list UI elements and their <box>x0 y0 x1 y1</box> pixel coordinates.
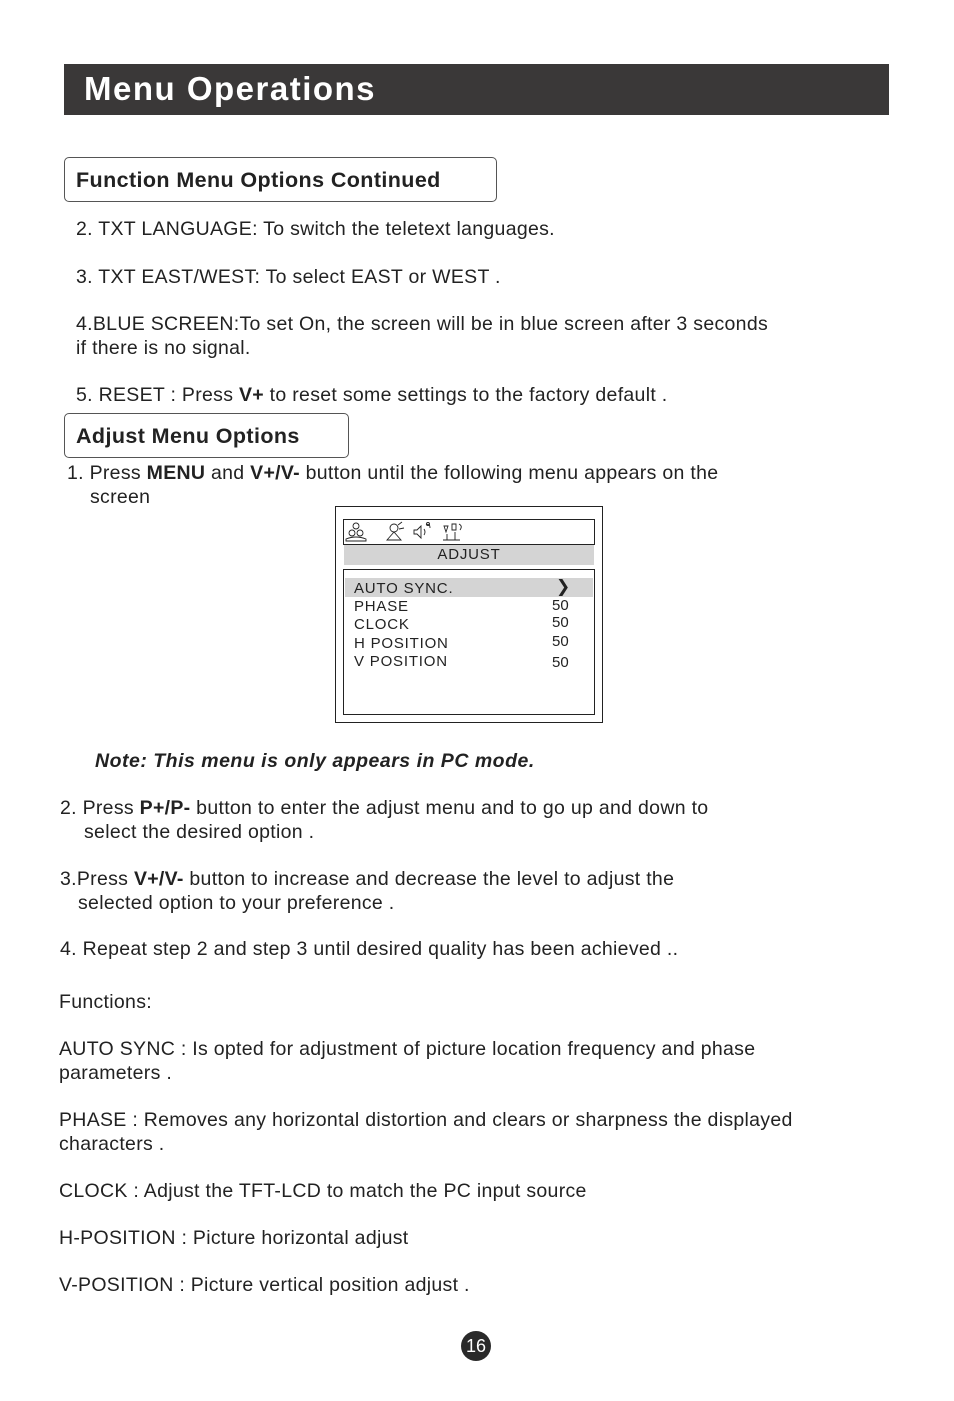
function-auto-sync <box>59 1037 755 1085</box>
step1-mid: and <box>205 462 251 484</box>
adjust-step-2 <box>60 796 708 844</box>
step2-post: button to enter the adjust menu and to go up and down to <box>190 797 709 819</box>
step2-pre: 2. Press <box>60 797 140 819</box>
blue-screen-line2: if there is no signal. <box>76 337 251 359</box>
step1-post: button until the following menu appears on the <box>299 462 719 484</box>
osd-item-phase: PHASE <box>354 598 409 615</box>
auto-sync-line2: parameters . <box>59 1062 173 1084</box>
phase-line1: PHASE : Removes any horizontal distortion and clears or sharpness the displayed <box>59 1109 793 1131</box>
osd-item-clock: CLOCK <box>354 616 410 633</box>
osd-item-h-position: H POSITION <box>354 635 449 652</box>
txt-east-west-item: 3. TXT EAST/WEST: To select EAST or WEST . <box>76 266 501 288</box>
reset-text-post: to reset some settings to the factory default . <box>263 384 668 406</box>
volume-key: V+/V- <box>133 868 184 890</box>
osd-icon-bar <box>343 519 595 545</box>
reset-item <box>76 383 667 407</box>
section-heading-function-continued <box>64 157 497 202</box>
osd-value-h-position: 50 <box>552 633 569 650</box>
function-h-position: H-POSITION : Picture horizontal adjust <box>59 1227 409 1249</box>
picture-icon <box>346 523 366 541</box>
osd-value-v-position: 50 <box>552 654 569 671</box>
pc-mode-note: Note: This menu is only appears in PC mode. <box>95 750 535 772</box>
color-icon <box>387 522 404 540</box>
chevron-right-icon: ❯ <box>556 577 572 596</box>
sound-icon <box>414 523 430 539</box>
blue-screen-line1: 4.BLUE SCREEN:To set On, the screen will be in blue screen after 3 seconds <box>76 313 769 335</box>
section-heading-text: Function Menu Options Continued <box>76 168 441 192</box>
function-phase <box>59 1108 793 1156</box>
txt-language-item: 2. TXT LANGUAGE: To switch the teletext languages. <box>76 218 555 240</box>
page-title-bar <box>64 64 889 115</box>
step3-line2: selected option to your preference . <box>78 892 395 914</box>
adjust-step-4: 4. Repeat step 2 and step 3 until desired quality has been achieved .. <box>60 938 679 960</box>
step3-pre: 3.Press <box>60 868 134 890</box>
page-number: 16 <box>461 1331 491 1361</box>
osd-header: ADJUST <box>344 545 594 565</box>
menu-key: MENU <box>146 462 206 484</box>
section-heading-adjust <box>64 413 349 458</box>
step2-line2: select the desired option . <box>84 821 315 843</box>
osd-icons <box>344 520 594 544</box>
osd-value-phase: 50 <box>552 597 569 614</box>
reset-key: V+ <box>238 384 264 406</box>
function-v-position: V-POSITION : Picture vertical position adjust . <box>59 1274 470 1296</box>
blue-screen-item <box>76 312 768 360</box>
channel-key: P+/P- <box>139 797 191 819</box>
step3-post: button to increase and decrease the level to adjust the <box>183 868 675 890</box>
step1-pre: 1. Press <box>67 462 147 484</box>
step1-line2: screen <box>90 486 151 508</box>
adjust-step-1 <box>67 461 718 509</box>
reset-text-pre: 5. RESET : Press <box>76 384 239 406</box>
function-clock: CLOCK : Adjust the TFT-LCD to match the PC input source <box>59 1180 587 1202</box>
auto-sync-line1: AUTO SYNC : Is opted for adjustment of picture location frequency and phase <box>59 1038 756 1060</box>
osd-item-v-position: V POSITION <box>354 653 448 670</box>
phase-line2: characters . <box>59 1133 165 1155</box>
page-title: Menu Operations <box>84 70 377 107</box>
osd-value-clock: 50 <box>552 614 569 631</box>
osd-item-auto-sync: AUTO SYNC. <box>354 580 454 597</box>
section-heading-text: Adjust Menu Options <box>76 424 300 448</box>
function-icon <box>443 524 461 540</box>
volume-key: V+/V- <box>250 462 300 484</box>
functions-heading: Functions: <box>59 991 152 1013</box>
adjust-step-3 <box>60 867 674 915</box>
